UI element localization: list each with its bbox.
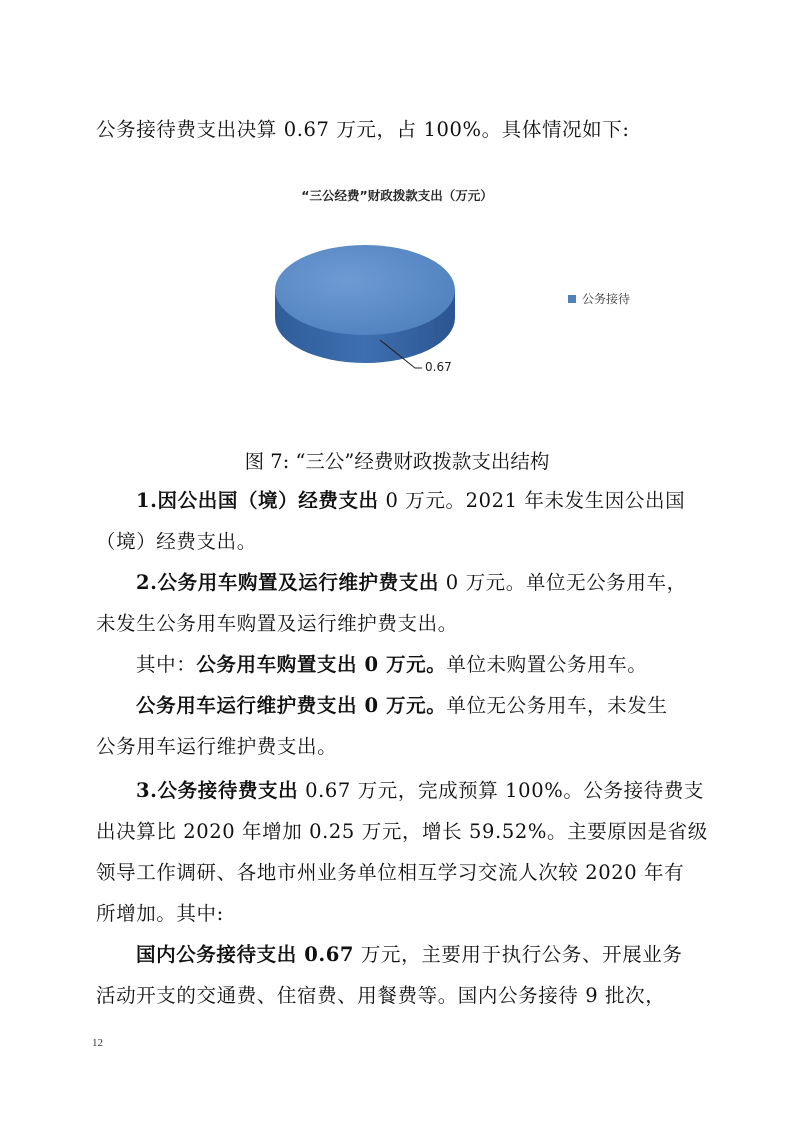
para-line-8: 出决算比 2020 年增加 0.25 万元，增长 59.52%。主要原因是省级 <box>96 820 708 843</box>
para-line-7: 3.公务接待费支出 0.67 万元，完成预算 100%。公务接待费支 <box>136 779 705 802</box>
para-line-4: 其中：公务用车购置支出 0 万元。单位未购置公务用车。 <box>136 653 648 676</box>
para-line-12: 活动开支的交通费、住宿费、用餐费等。国内公务接待 9 批次， <box>96 984 666 1007</box>
para-line-5: 公务用车运行维护费支出 0 万元。单位无公务用车，未发生 <box>136 694 668 717</box>
data-label-0: 0.67 <box>425 360 452 374</box>
legend <box>568 290 630 307</box>
para-line-1: （境）经费支出。 <box>96 530 257 553</box>
para-line-6: 公务用车运行维护费支出。 <box>96 735 338 758</box>
legend-label: 公务接待 <box>582 292 631 306</box>
para-line-2: 2.公务用车购置及运行维护费支出 0 万元。单位无公务用车， <box>136 571 687 594</box>
pie-slice-gongwujiedai <box>275 245 455 335</box>
para-line-11: 国内公务接待支出 0.67 万元，主要用于执行公务、开展业务 <box>136 943 683 966</box>
intro-line: 公务接待费支出决算 0.67 万元，占 100%。具体情况如下: <box>96 118 630 141</box>
legend-swatch <box>568 295 576 303</box>
pie-chart <box>260 240 470 370</box>
figure-caption: 图 7: “三公”经费财政拨款支出结构 <box>244 450 550 473</box>
para-line-0: 1.因公出国（境）经费支出 0 万元。2021 年未发生因公出国 <box>136 489 686 512</box>
chart-title: “三公经费”财政拨款支出（万元） <box>301 188 493 203</box>
para-line-9: 领导工作调研、各地市州业务单位相互学习交流人次较 2020 年有 <box>96 861 685 884</box>
para-line-10: 所增加。其中: <box>96 902 224 925</box>
para-line-3: 未发生公务用车购置及运行维护费支出。 <box>96 612 458 635</box>
page-number: 12 <box>92 1037 103 1049</box>
